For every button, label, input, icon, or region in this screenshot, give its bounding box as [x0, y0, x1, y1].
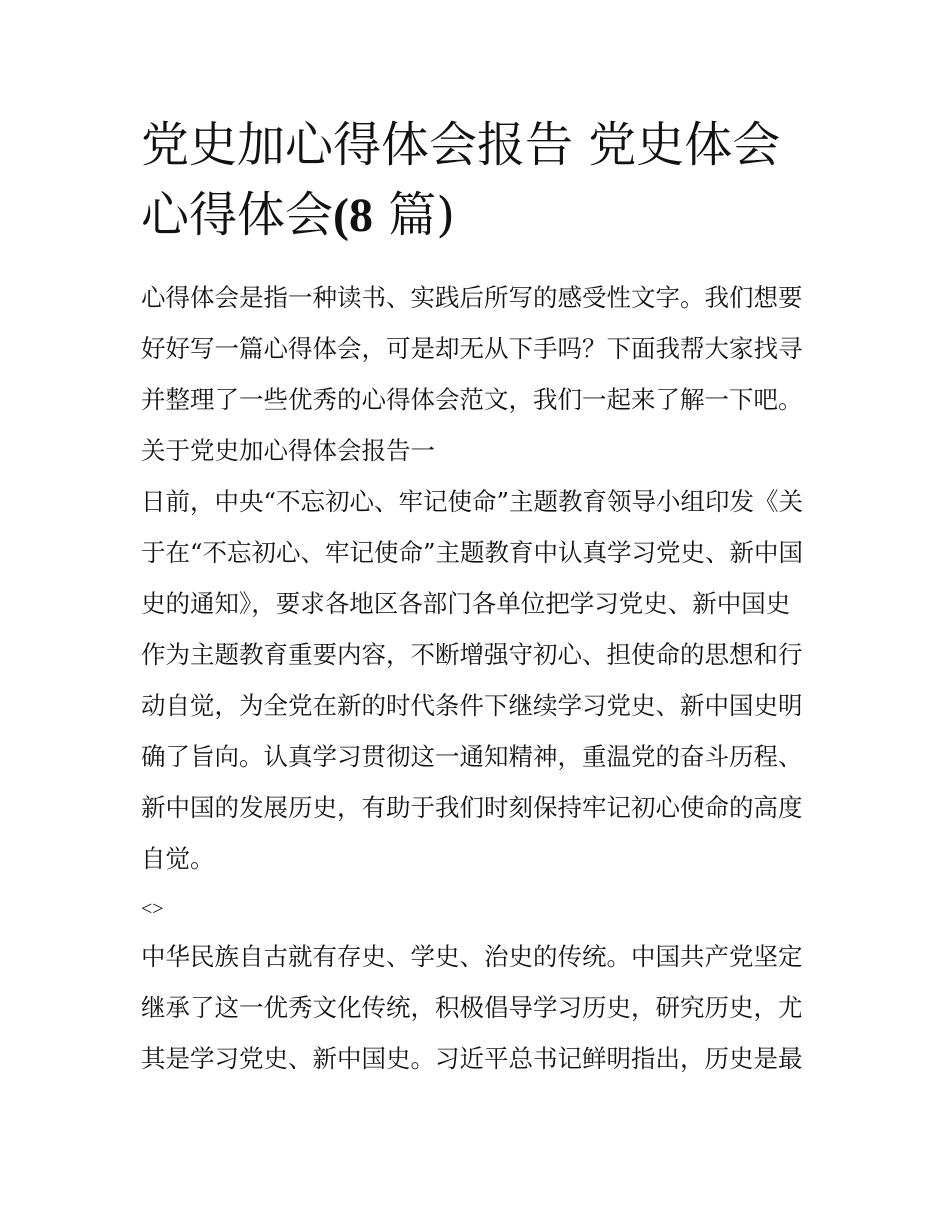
document-body [141, 279, 813, 1077]
paragraph-1-line: 动自觉，为全党在新的时代条件下继续学习党史、新中国史明 [141, 691, 803, 720]
paragraph-1-line: 自觉。 [141, 844, 215, 873]
intro-line: 好好写一篇心得体会，可是却无从下手吗？下面我帮大家找寻 [141, 334, 803, 363]
title-line-2-prefix: 心得体会 [141, 187, 334, 243]
intro-line: 心得体会是指一种读书、实践后所写的感受性文字。我们想要 [141, 283, 803, 312]
document-title [141, 110, 813, 251]
paragraph-1-line: 新中国的发展历史，有助于我们时刻保持牢记初心使命的高度 [141, 793, 803, 822]
document-page [141, 110, 813, 1091]
section-heading: 关于党史加心得体会报告一 [141, 436, 435, 465]
paragraph-2-line: 中华民族自古就有存史、学史、治史的传统。中国共产党坚定 [141, 942, 803, 971]
title-paren-open: ( [333, 189, 349, 242]
paragraph-1-line: 于在“不忘初心、牢记使命”主题教育中认真学习党史、新中国 [141, 538, 804, 567]
title-line-2-suffix: 篇) [373, 187, 455, 243]
title-line-1: 党史加心得体会报告 党史体会 [141, 117, 781, 173]
paragraph-2-line: 继承了这一优秀文化传统，积极倡导学习历史，研究历史，尤 [141, 993, 803, 1022]
title-count: 8 [349, 189, 373, 242]
paragraph-1-line: 史的通知》，要求各地区各部门各单位把学习党史、新中国史 [141, 589, 791, 618]
section-marker: <> [141, 898, 164, 920]
paragraph-2-line: 其是学习党史、新中国史。习近平总书记鲜明指出，历史是最 [141, 1044, 803, 1073]
paragraph-1-line: 作为主题教育重要内容，不断增强守初心、担使命的思想和行 [141, 640, 803, 669]
paragraph-1-line: 确了旨向。认真学习贯彻这一通知精神，重温党的奋斗历程、 [141, 742, 803, 771]
intro-line: 并整理了一些优秀的心得体会范文，我们一起来了解一下吧。 [141, 385, 803, 414]
paragraph-1-line: 日前，中央“不忘初心、牢记使命”主题教育领导小组印发《关 [141, 487, 804, 516]
title-line-2 [141, 180, 813, 251]
